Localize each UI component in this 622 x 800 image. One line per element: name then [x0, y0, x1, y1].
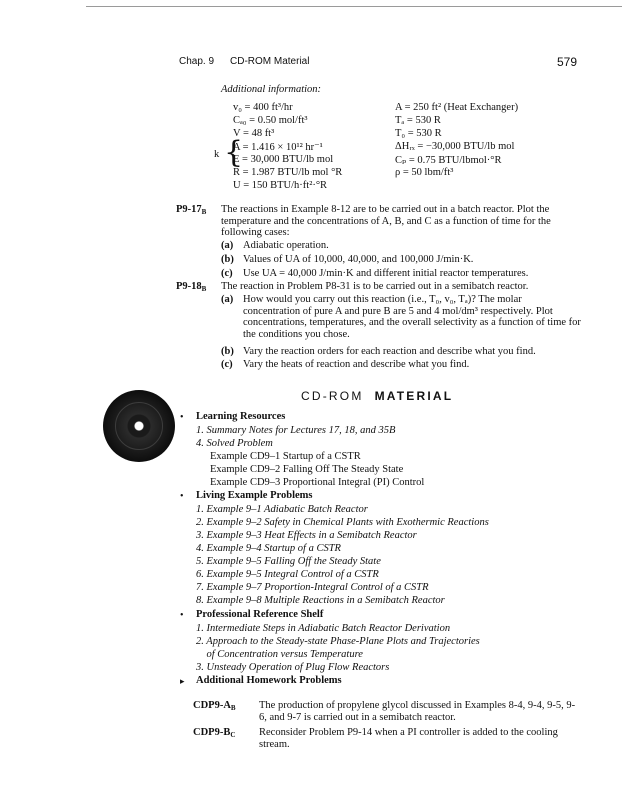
cd-rom-icon	[103, 390, 175, 462]
cdp9-b-text: Reconsider Problem P9-14 when a PI controller is added to the cooling stream.	[259, 727, 558, 750]
example-9-3-link[interactable]: 3. Example 9–3 Heat Effects in a Semibatch Reactor	[196, 530, 417, 541]
problem-label-cdp9-b: CDP9-BC	[193, 727, 236, 739]
problem-label-p9-17: P9-17B	[176, 204, 207, 216]
chapter-label: Chap. 9	[179, 56, 215, 67]
problem-label-p9-18: P9-18B	[176, 281, 207, 293]
p9-18-item-c: Vary the heats of reaction and describe what you find.	[243, 359, 470, 370]
param-v0: v₀ = 400 ft³/hr	[233, 102, 293, 113]
example-9-1-link[interactable]: 1. Example 9–1 Adiabatic Batch Reactor	[196, 504, 368, 515]
brace-symbol: {	[224, 135, 244, 170]
param-ta: Tₐ = 530 R	[395, 115, 441, 126]
p9-17-item-a: Adiabatic operation.	[243, 240, 329, 251]
bullet-icon: •	[180, 610, 184, 621]
solved-problem-label: 4. Solved Problem	[196, 438, 273, 449]
example-cd9-1-link[interactable]: Example CD9–1 Startup of a CSTR	[210, 451, 361, 462]
p9-17-item-c: Use UA = 40,000 J/min·K and different initial reactor temperatures.	[243, 268, 529, 279]
param-heat-capacity: Cₚ = 0.75 BTU/lbmol·°R	[395, 155, 502, 166]
page-number: 579	[557, 55, 578, 69]
param-ca0: Cₐ₀ = 0.50 mol/ft³	[233, 115, 308, 126]
param-gas-constant: R = 1.987 BTU/lb mol °R	[233, 167, 343, 178]
learning-resources-link[interactable]: Learning Resources	[196, 411, 286, 422]
reference-item-3-link[interactable]: 3. Unsteady Operation of Plug Flow Reactors	[196, 662, 390, 673]
problem-p9-17-intro: The reactions in Example 8-12 are to be carried out in a batch reactor. Plot the temperature and the concentrations of A, B, and C as a function of time for the following cases:	[221, 204, 551, 239]
p9-17-mark-b: (b)	[221, 254, 234, 265]
reference-item-2-link[interactable]: 2. Approach to the Steady-state Phase-Plane Plots and Trajectories	[196, 636, 480, 647]
example-9-2-link[interactable]: 2. Example 9–2 Safety in Chemical Plants with Exothermic Reactions	[196, 517, 489, 528]
example-9-7-link[interactable]: 7. Example 9–7 Proportion-Integral Control of a CSTR	[196, 582, 429, 593]
param-volume: V = 48 ft³	[233, 128, 275, 139]
bullet-icon: •	[180, 491, 184, 502]
param-heat-exchanger-area: A = 250 ft² (Heat Exchanger)	[395, 102, 519, 113]
bullet-icon: •	[180, 412, 184, 423]
param-activation-energy: E = 30,000 BTU/lb mol	[233, 154, 334, 165]
reference-item-1-link[interactable]: 1. Intermediate Steps in Adiabatic Batch Reactor Derivation	[196, 623, 451, 634]
cd-rom-section-title: CD-ROM MATERIAL	[301, 389, 454, 403]
example-cd9-3-link[interactable]: Example CD9–3 Proportional Integral (PI) Control	[210, 477, 425, 488]
problem-p9-18-intro: The reaction in Problem P8-31 is to be carried out in a semibatch reactor.	[221, 281, 529, 292]
p9-17-mark-c: (c)	[221, 268, 233, 279]
example-9-5-link[interactable]: 5. Example 9–5 Falling Off the Steady State	[196, 556, 381, 567]
problem-label-cdp9-a: CDP9-AB	[193, 700, 236, 712]
example-9-6-link[interactable]: 6. Example 9–5 Integral Control of a CSTR	[196, 569, 379, 580]
example-cd9-2-link[interactable]: Example CD9–2 Falling Off The Steady State	[210, 464, 404, 475]
cdp9-a-text: The production of propylene glycol discussed in Examples 8-4, 9-4, 9-5, 9-6, and 9-7 is carried out in a semibatch reactor.	[259, 700, 576, 723]
arrow-bullet-icon: ▸	[180, 676, 185, 686]
p9-18-mark-a: (a)	[221, 294, 234, 305]
p9-18-mark-c: (c)	[221, 359, 233, 370]
param-heat-of-reaction: ΔHᵣₓ = −30,000 BTU/lb mol	[395, 141, 515, 152]
p9-17-item-b: Values of UA of 10,000, 40,000, and 100,000 J/min·K.	[243, 254, 474, 265]
p9-18-mark-b: (b)	[221, 346, 234, 357]
additional-info-title: Additional information:	[221, 84, 322, 95]
example-9-4-link[interactable]: 4. Example 9–4 Startup of a CSTR	[196, 543, 341, 554]
summary-notes-link[interactable]: 1. Summary Notes for Lectures 17, 18, and 35B	[196, 425, 396, 436]
param-t0: T₀ = 530 R	[395, 128, 442, 139]
additional-homework-problems-link[interactable]: Additional Homework Problems	[196, 675, 342, 686]
top-rule	[86, 6, 622, 7]
reference-item-2-continued: of Concentration versus Temperature	[196, 649, 363, 660]
param-density: ρ = 50 lbm/ft³	[395, 167, 454, 178]
p9-17-mark-a: (a)	[221, 240, 234, 251]
p9-18-item-a: How would you carry out this reaction (i.e., T₀, v₀, Tₐ)? The molar concentration of pure A and pure B are 5 and 4 mol/dm³ respectively. Plot concentrations, temperatures, and the overall selectivity as a function of time for the conditions you chose.	[243, 294, 581, 340]
param-heat-transfer-coefficient: U = 150 BTU/h·ft²·°R	[233, 180, 328, 191]
section-label: CD-ROM Material	[230, 56, 310, 67]
p9-18-item-b: Vary the reaction orders for each reaction and describe what you find.	[243, 346, 536, 357]
param-frequency-factor: A = 1.416 × 10¹² hr⁻¹	[233, 142, 323, 153]
professional-reference-shelf-link[interactable]: Professional Reference Shelf	[196, 609, 324, 620]
example-9-8-link[interactable]: 8. Example 9–8 Multiple Reactions in a Semibatch Reactor	[196, 595, 445, 606]
living-example-problems-link[interactable]: Living Example Problems	[196, 490, 313, 501]
brace-label: k	[214, 149, 220, 160]
